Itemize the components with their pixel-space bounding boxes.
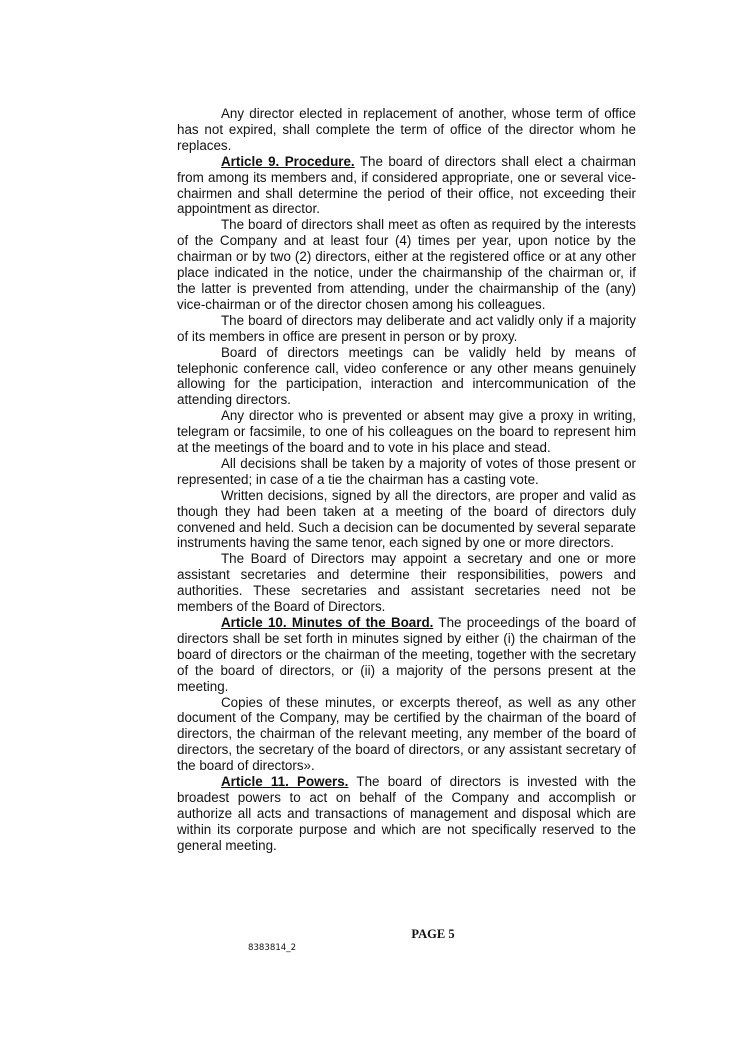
paragraph-text: Copies of these minutes, or excerpts thereof, as well as any other document of the Company, may be certified by the chairman of the board of directors, the chairman of the relevant meeting, any member of the board of directors, the secretary of the board of directors, or any assistant secretary of the board of directors». [177,694,636,774]
paragraph-text: The proceedings of the board of directors shall be set forth in minutes signed by either (i) the chairman of the board of directors or the chairman of the meeting, together with the secretary of the board of directors, or (ii) a majority of the persons present at the meeting. [177,615,636,694]
paragraph-article-11 [177,774,636,854]
document-id: 8383814_2 [248,943,297,953]
paragraph-majority [177,456,636,488]
article-heading: Article 10. Minutes of the Board. [221,615,434,630]
paragraph-quorum [177,313,636,345]
paragraph-text: The board of directors may deliberate and act validly only if a majority of its members in office are present in person or by proxy. [177,312,636,344]
paragraph-text: The board of directors is invested with the broadest powers to act on behalf of the Company and accomplish or authorize all acts and transactions of management and disposal which are within its corporate purpose and which are not specifically reserved to the general meeting. [177,774,636,853]
paragraph-proxy [177,408,636,456]
article-heading: Article 11. Powers. [221,774,349,790]
paragraph-conference-call [177,345,636,409]
paragraph-text: Written decisions, signed by all the directors, are proper and valid as though they had been taken at a meeting of the board of directors duly convened and held. Such a decision can be documented by several separate instruments having the same tenor, each signed by one or more directors. [177,487,636,551]
document-body [177,106,636,854]
paragraph-article-9 [177,154,636,218]
paragraph-article-10 [177,615,636,695]
page-number: PAGE 5 [411,927,455,941]
paragraph-meetings [177,217,636,312]
paragraph-text: Any director elected in replacement of another, whose term of office has not expired, shall complete the term of office of the director whom he replaces. [177,106,636,153]
paragraph-copies [177,695,636,775]
paragraph-text: The board of directors shall meet as often as required by the interests of the Company and at least four (4) times per year, upon notice by the chairman or by two (2) directors, either at the registered office or at any other place indicated in the notice, under the chairmanship of the chairman or, if the latter is prevented from attending, under the chairmanship of the (any) vice-chairman or of the director chosen among his colleagues. [177,217,636,312]
paragraph-written-decisions [177,488,636,552]
paragraph-text: The board of directors shall elect a chairman from among its members and, if considered appropriate, one or several vice-chairmen and shall determine the period of their office, not exceeding their appointment as director. [177,153,636,217]
article-heading: Article 9. Procedure. [221,153,355,169]
paragraph-secretary [177,551,636,615]
paragraph-text: All decisions shall be taken by a majority of votes of those present or represented; in case of a tie the chairman has a casting vote. [177,455,636,487]
paragraph-text: The Board of Directors may appoint a secretary and one or more assistant secretaries and determine their responsibilities, powers and authorities. These secretaries and assistant secretaries need not be members of the Board of Directors. [177,551,636,615]
paragraph-text: Board of directors meetings can be validly held by means of telephonic conference call, video conference or any other means genuinely allowing for the participation, interaction and intercommunication of the attending directors. [177,344,636,408]
paragraph-text: Any director who is prevented or absent may give a proxy in writing, telegram or facsimile, to one of his colleagues on the board to represent him at the meetings of the board and to vote in his place and stead. [177,408,636,456]
paragraph-replacement-director [177,106,636,154]
